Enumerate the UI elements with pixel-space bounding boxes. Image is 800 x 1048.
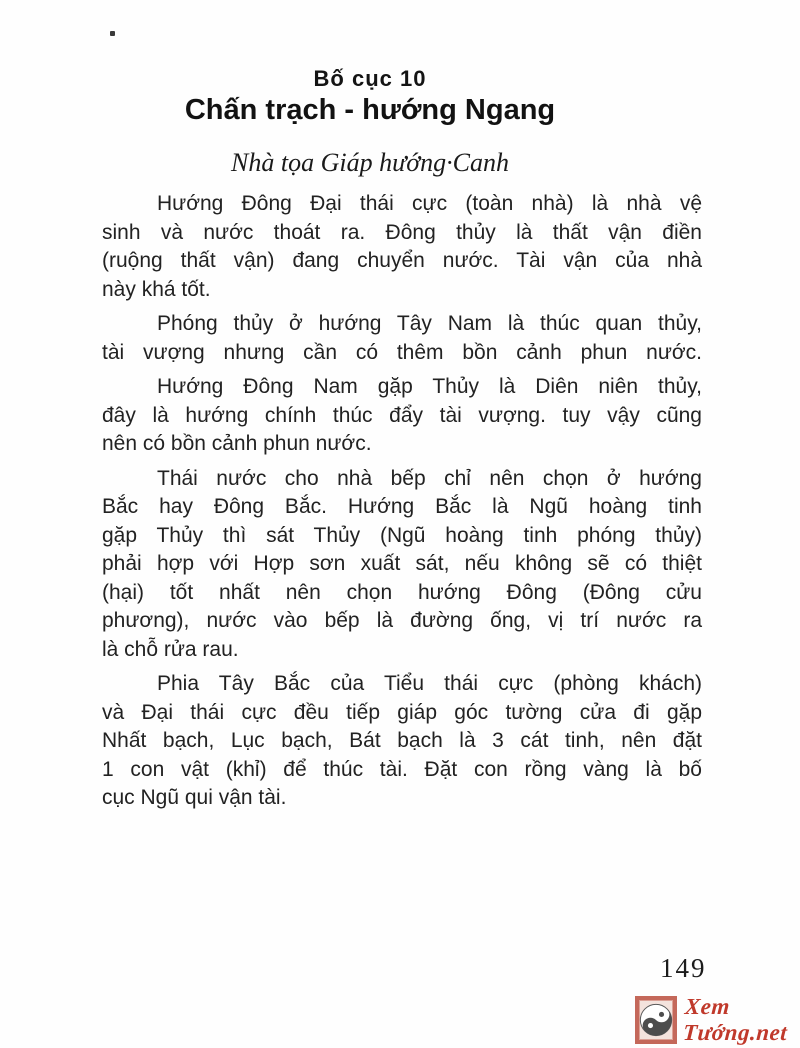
paragraph bbox=[102, 310, 702, 367]
text-line: Bắc hay Đông Bắc. Hướng Bắc là Ngũ hoàng tinh bbox=[102, 495, 702, 518]
ink-speck bbox=[110, 31, 115, 36]
text-line: Hướng Đông Đại thái cực (toàn nhà) là nhà vệ bbox=[157, 192, 702, 215]
text-line: Phia Tây Bắc của Tiểu thái cực (phòng khách) bbox=[157, 672, 702, 695]
section-kicker: Bố cục 10 bbox=[313, 66, 427, 91]
text-line: Phóng thủy ở hướng Tây Nam là thúc quan thủy, bbox=[157, 312, 702, 335]
watermark-text: Xem Tướng.net bbox=[682, 994, 789, 1045]
paragraph bbox=[102, 190, 702, 304]
page-number: 149 bbox=[660, 953, 707, 983]
text-line: tài vượng nhưng cần có thêm bồn cảnh phun nước. bbox=[102, 340, 702, 364]
text-line: nên có bồn cảnh phun nước. bbox=[102, 432, 372, 455]
text-line: cục Ngũ qui vận tài. bbox=[102, 786, 287, 809]
body-text bbox=[102, 190, 702, 819]
page-title: Chấn trạch - hướng Ngang bbox=[184, 94, 556, 126]
text-line: gặp Thủy thì sát Thủy (Ngũ hoàng tinh phóng thủy) bbox=[102, 523, 702, 547]
text-line: Nhất bạch, Lục bạch, Bát bạch là 3 cát tinh, nên đặt bbox=[102, 729, 702, 752]
text-line: (ruộng thất vận) đang chuyển nước. Tài vận của nhà bbox=[102, 249, 702, 272]
text-line: là chỗ rửa rau. bbox=[102, 637, 239, 661]
text-line: Thái nước cho nhà bếp chỉ nên chọn ở hướng bbox=[157, 466, 702, 490]
page-subtitle: Nhà tọa Giáp hướng·Canh bbox=[231, 148, 509, 177]
text-line: (hại) tốt nhất nên chọn hướng Đông (Đông cửu bbox=[102, 580, 702, 604]
text-line: 1 con vật (khỉ) để thúc tài. Đặt con rồng vàng là bố bbox=[102, 757, 702, 781]
paragraph bbox=[102, 465, 702, 665]
text-line: Hướng Đông Nam gặp Thủy là Diên niên thủy, bbox=[157, 375, 702, 398]
paragraph bbox=[102, 373, 702, 459]
text-line: sinh và nước thoát ra. Đông thủy là thất vận điền bbox=[102, 220, 702, 244]
text-line: phương), nước vào bếp là đường ống, vị trí nước ra bbox=[102, 609, 702, 632]
paragraph bbox=[102, 670, 702, 813]
yin-yang-icon bbox=[635, 996, 677, 1044]
text-line: và Đại thái cực đều tiếp giáp góc tường cửa đi gặp bbox=[102, 700, 702, 724]
text-line: đây là hướng chính thúc đẩy tài vượng. tuy vậy cũng bbox=[102, 403, 702, 427]
watermark bbox=[635, 995, 800, 1045]
text-line: phải hợp với Hợp sơn xuất sát, nếu không sẽ có thiệt bbox=[102, 552, 702, 575]
text-line: này khá tốt. bbox=[102, 277, 211, 301]
